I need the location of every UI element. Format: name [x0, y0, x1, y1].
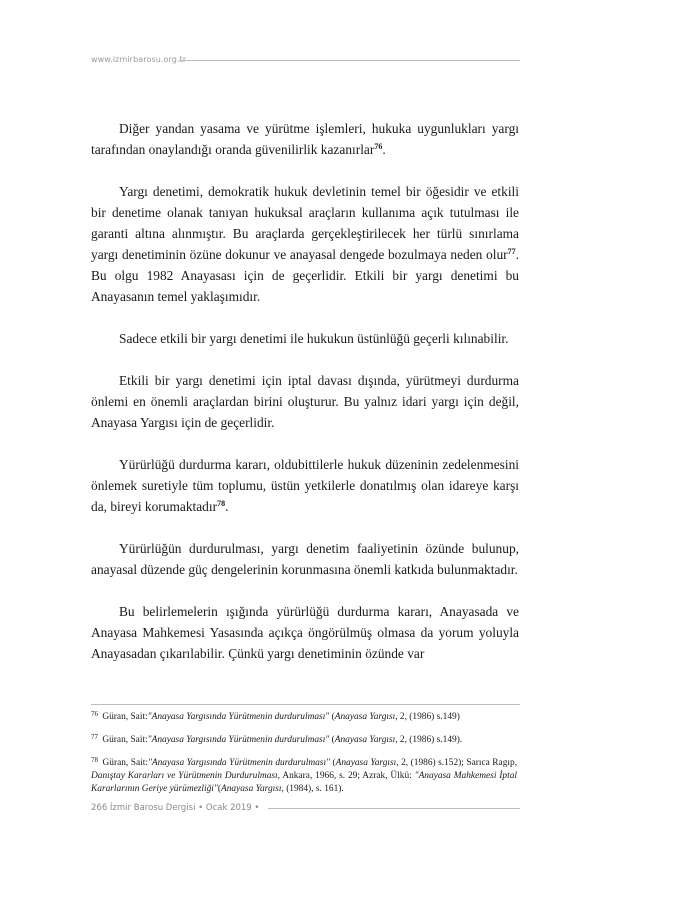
footnote-text: , 2, (1986) s.149).: [395, 735, 463, 745]
header-url: www.izmirbarosu.org.tr: [91, 55, 187, 64]
footer-rule: [268, 808, 520, 809]
body-text: [91, 118, 519, 685]
footnote-title: "Anayasa Yargısında Yürütmenin durdurulması": [147, 758, 330, 768]
footnote-ref[interactable]: 76: [374, 142, 383, 151]
paragraph: [91, 538, 519, 580]
page-header: [91, 53, 520, 67]
footnote-number: 76: [91, 710, 98, 718]
footnote: [91, 734, 517, 747]
paragraph: [91, 181, 519, 307]
footnote-ref[interactable]: 77: [507, 247, 516, 256]
footnote-separator: [91, 704, 520, 705]
footnote-text: , 2, (1986) s.152); Sarıca Ragıp,: [396, 758, 518, 768]
paragraph-text: Yargı denetimi, demokratik hukuk devletinin temel bir öğesidir ve etkili bir denetime olanak tanıyan hukuksal araçların kullanıma açık tutulması ile garanti altına alınmıştır. Bu araçlarda gerçekleştirilecek her türlü sınırlama yargı denetiminin özüne dokunur ve anayasal dengede bozulmaya neden olur: [91, 184, 519, 262]
paragraph-tail: .: [382, 142, 386, 157]
footnote-title: "Anayasa Yargısında Yürütmenin durdurulması": [147, 735, 330, 745]
footnote: [91, 757, 517, 796]
footnote-journal: Anayasa Yargısı: [220, 784, 282, 794]
paragraph: [91, 370, 519, 433]
footnote-text: (: [217, 784, 221, 794]
paragraph-tail: . Bu olgu 1982 Anayasası için de geçerlidir. Etkili bir yargı denetimi bu Anayasanın temel yaklaşımıdır.: [91, 247, 519, 304]
footnote-journal: Anayasa Yargısı: [335, 758, 397, 768]
footnote-author: Güran, Sait:: [102, 758, 148, 768]
footnote-author: Güran, Sait:: [102, 735, 148, 745]
footnote-text: (: [329, 758, 336, 768]
footnote-number: 77: [91, 733, 98, 741]
footnote-text: (: [329, 735, 335, 745]
footnote-journal: Anayasa Yargısı: [334, 735, 396, 745]
paragraph-text: Sadece etkili bir yargı denetimi ile hukukun üstünlüğü geçerli kılınabilir.: [119, 331, 509, 346]
footnote-text: (: [329, 712, 335, 722]
paragraph-text: Yürürlüğü durdurma kararı, oldubittilerle hukuk düzeninin zedelenmesini önlemek suretiyle tüm toplumu, üstün yetkilerle donatılmış olan idareye karşı da, bireyi korumaktadır: [91, 457, 519, 514]
paragraph: [91, 601, 519, 664]
footnote-title: Danıştay Kararları ve Yürütmenin Durdurulması: [91, 771, 278, 781]
paragraph-text: Bu belirlemelerin ışığında yürürlüğü durdurma kararı, Anayasada ve Anayasa Mahkemesi Yasasında açıkça öngörülmüş olmasa da yorum yoluyla Anayasadan çıkarılabilir. Çünkü yargı denetiminin özünde var: [91, 604, 519, 661]
paragraph-tail: .: [225, 499, 229, 514]
footnote-journal: Anayasa Yargısı: [334, 712, 396, 722]
footnote-number: 78: [91, 756, 98, 764]
paragraph-text: Diğer yandan yasama ve yürütme işlemleri, hukuka uygunlukları yargı tarafından onaylandığı oranda güvenilirlik kazanırlar: [91, 121, 519, 157]
paragraph: [91, 118, 519, 160]
paragraph-text: Etkili bir yargı denetimi için iptal davası dışında, yürütmeyi durdurma önlemi en önemli araçlardan birini oluşturur. Bu yalnız idari yargı için değil, Anayasa Yargısı için de geçerlidir.: [91, 373, 519, 430]
footnote-ref[interactable]: 78: [217, 499, 226, 508]
footnote-text: , 2, (1986) s.149): [395, 712, 460, 722]
page-footer: [91, 801, 520, 815]
footnote: [91, 711, 517, 724]
footnote-author: Güran, Sait:: [102, 712, 148, 722]
paragraph: [91, 328, 519, 349]
footnote-text: , (1984), s. 161).: [281, 784, 344, 794]
footnote-title: "Anayasa Yargısında Yürütmenin durdurulması": [147, 712, 330, 722]
paragraph: [91, 454, 519, 517]
footnotes: [91, 711, 517, 806]
paragraph-text: Yürürlüğün durdurulması, yargı denetim faaliyetinin özünde bulunup, anayasal düzende güç dengelerinin korunmasına önemli katkıda bulunmaktadır.: [91, 541, 519, 577]
footer-text: 266 İzmir Barosu Dergisi • Ocak 2019 •: [91, 803, 260, 813]
header-rule: [179, 60, 520, 61]
footnote-text: , Ankara, 1966, s. 29; Azrak, Ülkü:: [277, 771, 415, 781]
footnote-title: "Anayasa Mahkemesi İptal Kararlarının Geriye yürümezliği": [91, 771, 517, 794]
